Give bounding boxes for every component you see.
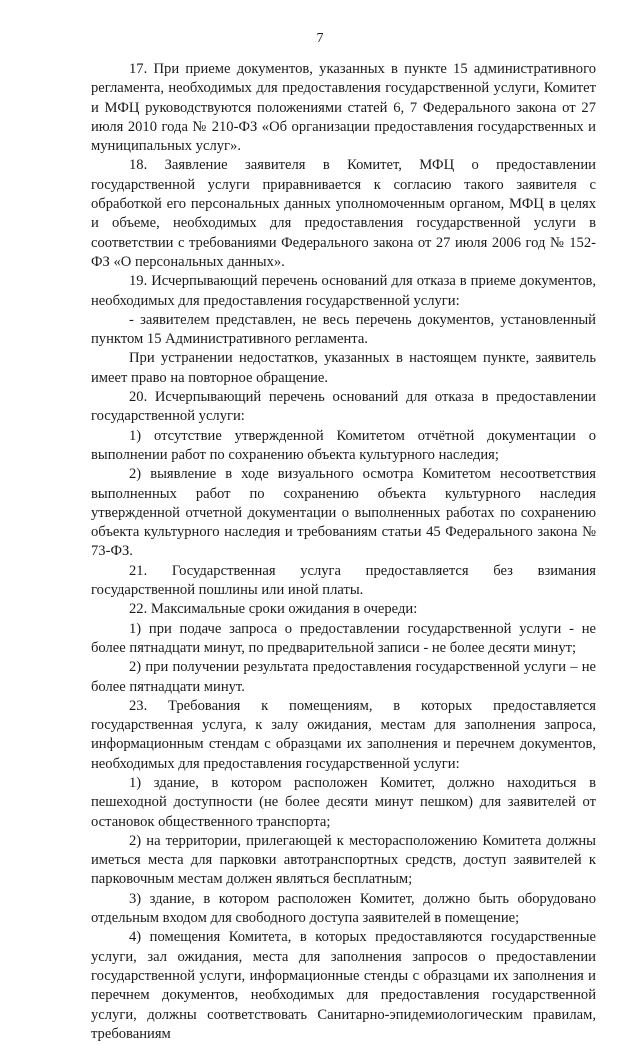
paragraph-23-item-4: 4) помещения Комитета, в которых предоставляются государственные услуги, зал ожидания, места для заполнения запросов о предоставлении государственной услуги, информационные стенды с образцами их заполнения и перечнем документов, необходимых для предоставления государственной услуги, должны соответствовать Санитарно-эпидемиологическим правилам, требованиям: [91, 929, 596, 1042]
paragraph-23-item-1: 1) здание, в котором расположен Комитет, должно находиться в пешеходной доступности (не более десяти минут пешком) для заявителей от остановок общественного транспорта;: [91, 774, 596, 830]
paragraph-23-item-3: 3) здание, в котором расположен Комитет, должно быть оборудовано отдельным входом для свободного доступа заявителей в помещение;: [91, 890, 596, 927]
paragraph-20: 20. Исчерпывающий перечень оснований для отказа в предоставлении государственной услуги:: [91, 389, 596, 425]
paragraph-23: 23. Требования к помещениям, в которых предоставляется государственная услуга, к залу ожидания, местам для заполнения запроса, информационным стендам с образцами их заполнения и перечнем документов, необходимых для предоставления государственной услуги:: [91, 697, 596, 772]
paragraph-21: 21. Государственная услуга предоставляется без взимания государственной пошлины или иной платы.: [91, 562, 596, 599]
paragraph-19-item: - заявителем представлен, не весь перечень документов, установленный пунктом 15 Административного регламента.: [91, 311, 596, 348]
paragraph-22-item-1: 1) при подаче запроса о предоставлении государственной услуги - не более пятнадцати минут, по предварительной записи - не более десяти минут;: [91, 620, 596, 656]
paragraph-19-note: При устранении недостатков, указанных в настоящем пункте, заявитель имеет право на повторное обращение.: [91, 350, 596, 386]
page-number: 7: [316, 31, 324, 46]
paragraph-20-item-1: 1) отсутствие утвержденной Комитетом отчётной документации о выполнении работ по сохранению объекта культурного наследия;: [91, 427, 596, 463]
paragraph-22-item-2: 2) при получении результата предоставления государственной услуги – не более пятнадцати минут.: [91, 659, 596, 695]
paragraph-19: 19. Исчерпывающий перечень оснований для отказа в приеме документов, необходимых для предоставления государственной услуги:: [91, 273, 596, 309]
paragraph-20-item-2: 2) выявление в ходе визуального осмотра Комитетом несоответствия выполненных работ по сохранению объекта культурного наследия утвержденной отчетной документации о выполненных работах по сохранению объекта культурного наследия и требованиям статьи 45 Федерального закона № 73-ФЗ.: [91, 466, 596, 560]
paragraph-23-item-2: 2) на территории, прилегающей к месторасположению Комитета должны иметься места для парковки автотранспортных средств, доступ заявителей к парковочным местам должен являться бесплатным;: [91, 832, 596, 888]
paragraph-22: 22. Максимальные сроки ожидания в очереди:: [129, 601, 418, 618]
paragraph-18: 18. Заявление заявителя в Комитет, МФЦ о предоставлении государственной услуги приравнивается к согласию такого заявителя с обработкой его персональных данных уполномоченным органом, МФЦ в целях и объеме, необходимых для предоставления государственной услуги в соответствии с требованиями Федерального закона от 27 июля 2006 год № 152-ФЗ «О персональных данных».: [91, 157, 596, 270]
document-body: [91, 60, 596, 1044]
paragraph-17: 17. При приеме документов, указанных в пункте 15 административного регламента, необходимых для предоставления государственной услуги, Комитет и МФЦ руководствуются положениями статей 6, 7 Федерального закона от 27 июля 2010 года № 210-ФЗ «Об организации предоставления государственных и муниципальных услуг».: [91, 61, 596, 155]
